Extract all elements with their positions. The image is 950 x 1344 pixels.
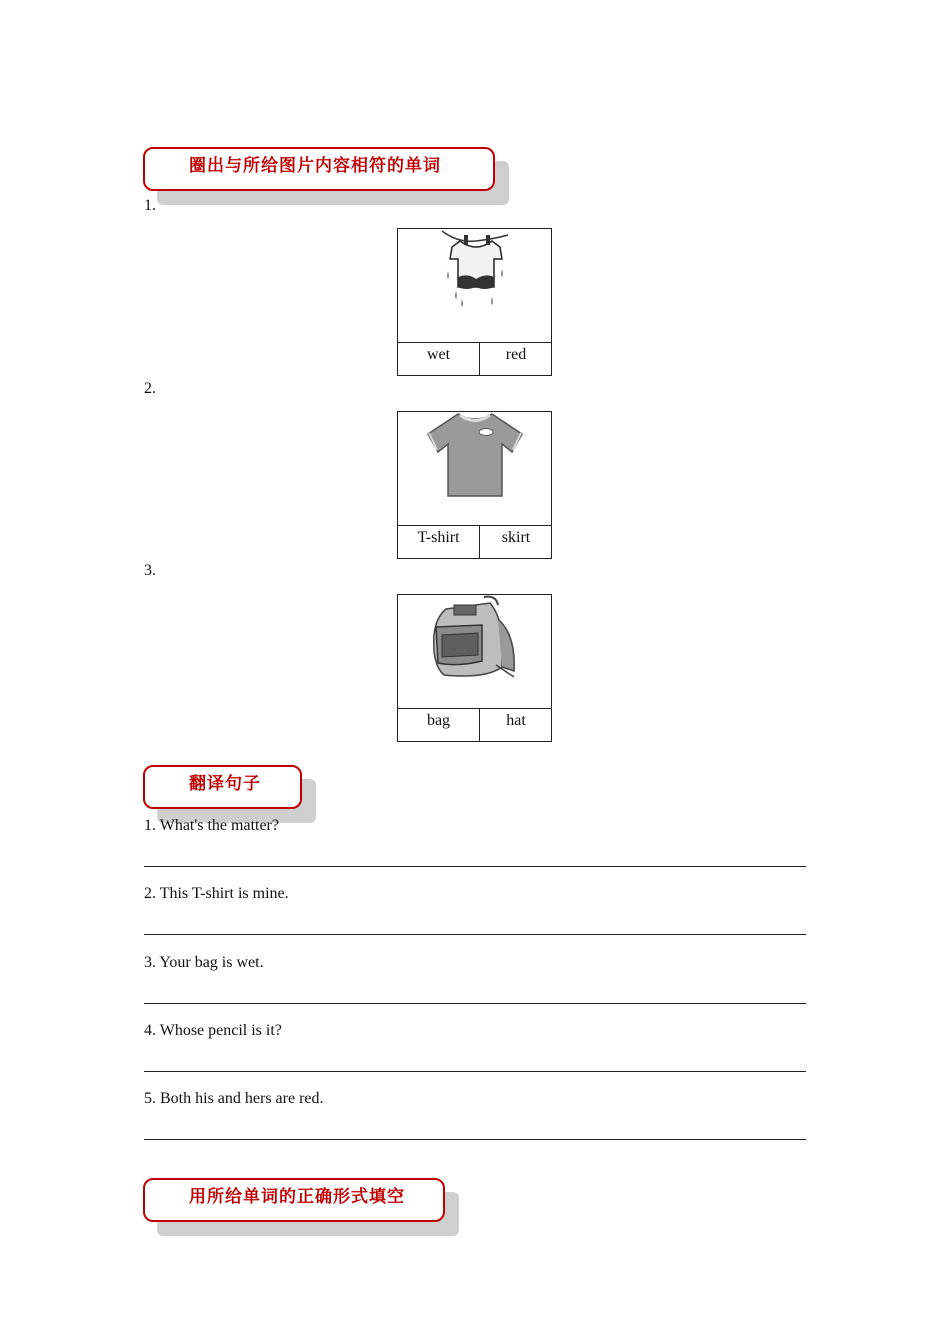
option-skirt[interactable]: skirt: [501, 529, 531, 546]
answer-line[interactable]: [144, 866, 806, 867]
sentence: 1. What's the matter?: [144, 817, 279, 834]
question-number: 2.: [144, 380, 156, 397]
wet-tshirt-icon: [398, 229, 551, 343]
picture-card: [397, 594, 552, 742]
answer-line[interactable]: [144, 1139, 806, 1140]
option-tshirt[interactable]: T-shirt: [398, 525, 480, 559]
section-title: 圈出与所给图片内容相符的单词: [189, 156, 441, 176]
answer-line[interactable]: [144, 1003, 806, 1004]
section-title: 用所给单词的正确形式填空: [189, 1187, 405, 1207]
tshirt-icon: [398, 412, 551, 526]
sentence: 4. Whose pencil is it?: [144, 1022, 282, 1039]
sentence: 5. Both his and hers are red.: [144, 1090, 324, 1107]
section-header-translate: [143, 765, 302, 809]
section-header-picture-match: [143, 147, 495, 191]
sentence: 2. This T-shirt is mine.: [144, 885, 289, 902]
section-header-fill-blank: [143, 1178, 445, 1222]
option-red[interactable]: red: [505, 346, 527, 363]
option-hat[interactable]: hat: [506, 712, 526, 729]
answer-line[interactable]: [144, 1071, 806, 1072]
section-title: 翻译句子: [189, 774, 261, 794]
option-bag[interactable]: bag: [398, 708, 480, 742]
picture-card: [397, 228, 552, 376]
sentence: 3. Your bag is wet.: [144, 954, 264, 971]
option-wet[interactable]: wet: [398, 342, 480, 376]
picture-card: [397, 411, 552, 559]
answer-line[interactable]: [144, 934, 806, 935]
question-number: 1.: [144, 197, 156, 214]
question-number: 3.: [144, 562, 156, 579]
backpack-icon: [398, 595, 551, 709]
